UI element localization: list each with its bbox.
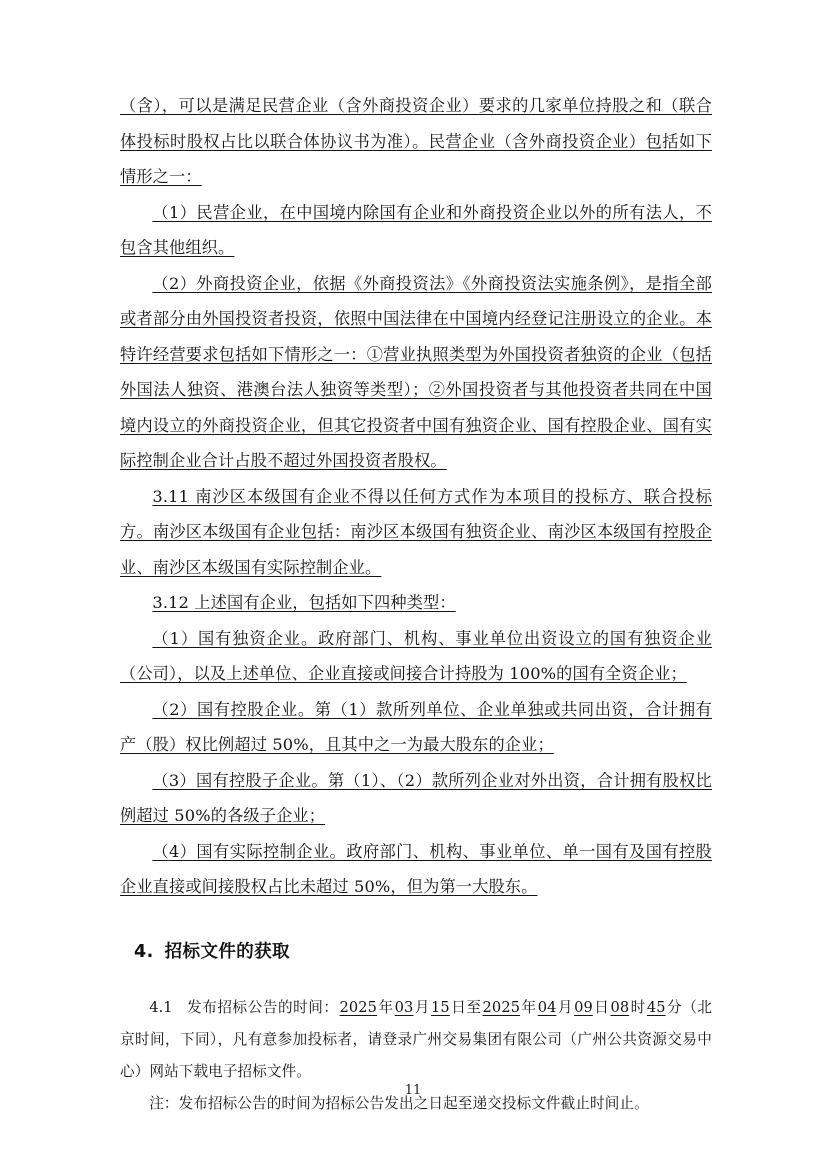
year-unit-start: 年 — [378, 998, 394, 1016]
paragraph-note: 注：发布招标公告的时间为招标公告发出之日起至递交投标文件截止时间止。 — [149, 1094, 649, 1112]
start-year-value: 2025 — [339, 998, 378, 1016]
paragraph-clause-3-11: 3.11 南沙区本级国有企业不得以任何方式作为本项目的投标方、联合投标方。南沙区本级国有企业包括：南沙区本级国有独资企业、南沙区本级国有控股企业、南沙区本级国有实际控制企业。 — [120, 486, 712, 577]
section-title: 招标文件的获取 — [164, 941, 290, 962]
end-day-value: 09 — [574, 998, 593, 1016]
start-day-value: 15 — [431, 998, 450, 1016]
end-month-value: 04 — [537, 998, 557, 1016]
paragraph-soe-type-4: （4）国有实际控制企业。政府部门、机构、事业单位、单一国有及国有控股企业直接或间接股权占比未超过 50%，但为第一大股东。 — [120, 841, 712, 896]
end-minute-value: 45 — [646, 998, 666, 1016]
paragraph-continuation: （含），可以是满足民营企业（含外商投资企业）要求的几家单位持股之和（联合体投标时股权占比以联合体协议书为准）。民营企业（含外商投资企业）包括如下情形之一： — [120, 96, 712, 186]
day-unit-start: 日 — [450, 998, 467, 1016]
document-body — [120, 88, 712, 1120]
section-heading-4 — [120, 935, 712, 970]
clause-label-4-1: 4.1 — [149, 998, 173, 1016]
paragraph-soe-type-3: （3）国有控股子企业。第（1）、（2）款所列企业对外出资，合计拥有股权比例超过 50%的各级子企业； — [120, 770, 712, 825]
spacer-before-heading — [120, 905, 712, 935]
end-hour-value: 08 — [610, 998, 630, 1016]
hour-unit: 时 — [630, 998, 646, 1016]
clause-4-1-lead-text: 发布招标公告的时间： — [186, 998, 339, 1016]
month-unit-end: 月 — [557, 998, 574, 1016]
paragraph-clause-3-12: 3.12 上述国有企业，包括如下四种类型： — [152, 593, 456, 612]
paragraph-foreign-invested-enterprise: （2）外商投资企业，依据《外商投资法》《外商投资法实施条例》，是指全部或者部分由外国投资者投资，依照中国法律在中国境内经登记注册设立的企业。本特许经营要求包括如下情形之一：①营业执照类型为外国投资者独资的企业（包括外国法人独资、港澳台法人独资等类型）；②外国投资者与其他投资者共同在中国境内设立的外商投资企业，但其它投资者中国有独资企业、国有控股企业、国有实际控制企业合计占股不超过外国投资者股权。 — [120, 273, 712, 470]
day-unit-end: 日 — [593, 998, 610, 1016]
paragraph-private-enterprise: （1）民营企业，在中国境内除国有企业和外商投资企业以外的所有法人，不包含其他组织。 — [120, 202, 712, 257]
date-range-connector: 至 — [466, 998, 482, 1016]
minute-unit: 分 — [666, 998, 683, 1016]
start-month-value: 03 — [394, 998, 414, 1016]
section-number: 4. — [134, 941, 154, 962]
end-year-value: 2025 — [482, 998, 521, 1016]
year-unit-end: 年 — [521, 998, 537, 1016]
page-number: 11 — [404, 1083, 422, 1098]
paragraph-soe-type-2: （2）国有控股企业。第（1）款所列单位、企业单独或共同出资，合计拥有产（股）权比例超过 50%，且其中之一为最大股东的企业； — [120, 699, 712, 754]
month-unit-start: 月 — [414, 998, 431, 1016]
paragraph-soe-type-1: （1）国有独资企业。政府部门、机构、事业单位出资设立的国有独资企业（公司），以及上述单位、企业直接或间接合计持股为 100%的国有全资企业； — [120, 628, 712, 683]
page-footer — [0, 1083, 826, 1098]
paragraph-4-1-announcement-time — [120, 992, 712, 1088]
spacer-after-heading — [120, 970, 712, 992]
clause-4-1-tail-text: （北京时间，下同），凡有意参加投标者，请登录广州交易集团有限公司（广州公共资源交易中心）网站下载电子招标文件。 — [120, 998, 713, 1080]
